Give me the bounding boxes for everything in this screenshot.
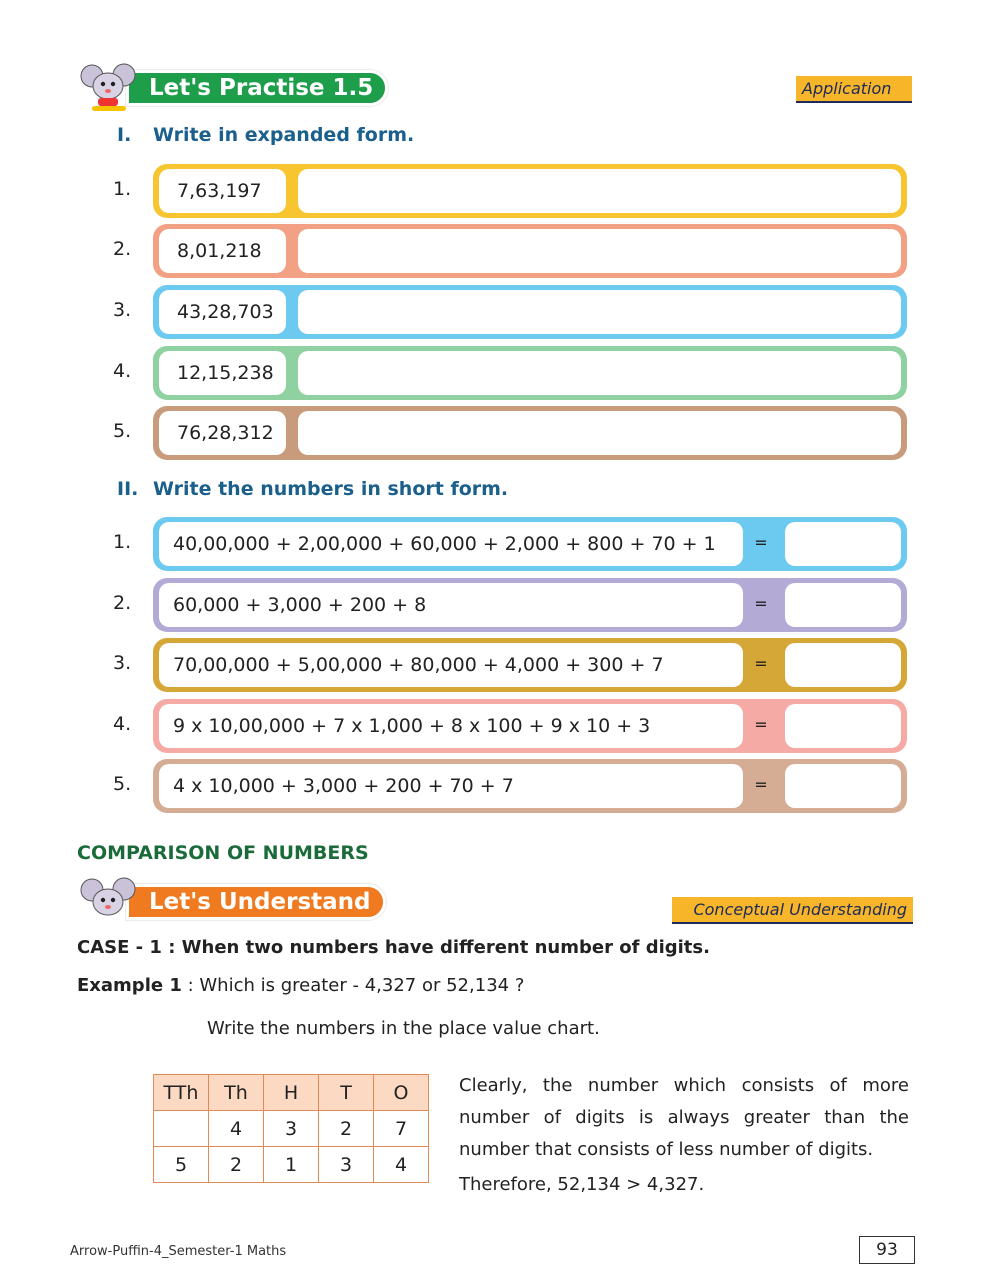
table-header-cell: TTh [154, 1075, 209, 1111]
table-cell: 5 [154, 1147, 209, 1183]
short-form-row [113, 517, 908, 571]
number-box: 8,01,218 [159, 229, 286, 273]
comparison-heading: COMPARISON OF NUMBERS [77, 842, 369, 864]
row-index: 4. [113, 360, 132, 382]
answer-box[interactable] [785, 522, 901, 566]
part1-title: I. Write in expanded form. [117, 124, 415, 146]
conceptual-tag: Conceptual Understanding [672, 897, 913, 924]
row-index: 5. [113, 773, 132, 795]
row-index: 1. [113, 531, 132, 553]
table-header-cell: Th [209, 1075, 264, 1111]
answer-box[interactable] [298, 229, 901, 273]
expanded-form-row [113, 164, 908, 218]
mouse-mascot-icon [78, 62, 140, 114]
table-header-cell: O [374, 1075, 429, 1111]
expanded-form-row [113, 224, 908, 278]
expanded-form-row [113, 406, 908, 460]
answer-box[interactable] [298, 169, 901, 213]
number-box: 7,63,197 [159, 169, 286, 213]
equals-sign: = [754, 775, 768, 794]
part2-title: II. Write the numbers in short form. [117, 478, 509, 500]
equals-sign: = [754, 654, 768, 673]
expression-box: 9 x 10,00,000 + 7 x 1,000 + 8 x 100 + 9 x 10 + 3 [159, 704, 743, 748]
therefore-line: Therefore, 52,134 > 4,327. [459, 1174, 705, 1195]
table-cell [154, 1111, 209, 1147]
answer-box[interactable] [298, 351, 901, 395]
expression-box: 4 x 10,000 + 3,000 + 200 + 70 + 7 [159, 764, 743, 808]
short-form-row [113, 578, 908, 632]
row-index: 3. [113, 299, 132, 321]
equals-sign: = [754, 533, 768, 552]
row-index: 5. [113, 420, 132, 442]
answer-box[interactable] [785, 583, 901, 627]
understand-badge [78, 876, 386, 928]
table-cell: 4 [209, 1111, 264, 1147]
footer-text: Arrow-Puffin-4_Semester-1 Maths [70, 1244, 287, 1259]
answer-box[interactable] [298, 411, 901, 455]
short-form-row [113, 638, 908, 692]
table-cell: 3 [264, 1111, 319, 1147]
answer-box[interactable] [785, 704, 901, 748]
short-form-row [113, 699, 908, 753]
table-cell: 2 [209, 1147, 264, 1183]
expression-box: 60,000 + 3,000 + 200 + 8 [159, 583, 743, 627]
answer-box[interactable] [298, 290, 901, 334]
row-index: 2. [113, 238, 132, 260]
expression-box: 40,00,000 + 2,00,000 + 60,000 + 2,000 + 800 + 70 + 1 [159, 522, 743, 566]
instruction: Write the numbers in the place value chart. [207, 1018, 600, 1039]
practise-badge [78, 62, 388, 114]
practise-title: Let's Practise 1.5 [126, 70, 388, 106]
expression-box: 70,00,000 + 5,00,000 + 80,000 + 4,000 + 300 + 7 [159, 643, 743, 687]
number-box: 76,28,312 [159, 411, 286, 455]
table-header-cell: H [264, 1075, 319, 1111]
explanation: Clearly, the number which consists of more number of digits is always greater than the number that consists of less number of digits. [459, 1075, 909, 1160]
answer-box[interactable] [785, 764, 901, 808]
table-cell: 2 [319, 1111, 374, 1147]
table-header-cell: T [319, 1075, 374, 1111]
row-index: 4. [113, 713, 132, 735]
example-line: Example 1 : Which is greater - 4,327 or 52,134 ? [77, 975, 525, 996]
short-form-row [113, 759, 908, 813]
answer-box[interactable] [785, 643, 901, 687]
table-cell: 4 [374, 1147, 429, 1183]
table-row [154, 1147, 429, 1183]
table-cell: 7 [374, 1111, 429, 1147]
row-index: 2. [113, 592, 132, 614]
row-index: 1. [113, 178, 132, 200]
expanded-form-row [113, 285, 908, 339]
application-tag: Application [796, 76, 912, 103]
number-box: 12,15,238 [159, 351, 286, 395]
expanded-form-row [113, 346, 908, 400]
table-cell: 1 [264, 1147, 319, 1183]
understand-title: Let's Understand [126, 884, 386, 920]
page-number: 93 [859, 1236, 915, 1264]
row-index: 3. [113, 652, 132, 674]
equals-sign: = [754, 715, 768, 734]
mouse-mascot-icon [78, 876, 140, 928]
table-row [154, 1111, 429, 1147]
equals-sign: = [754, 594, 768, 613]
case-line: CASE - 1 : When two numbers have different number of digits. [77, 937, 710, 958]
place-value-table [153, 1074, 429, 1183]
table-cell: 3 [319, 1147, 374, 1183]
number-box: 43,28,703 [159, 290, 286, 334]
